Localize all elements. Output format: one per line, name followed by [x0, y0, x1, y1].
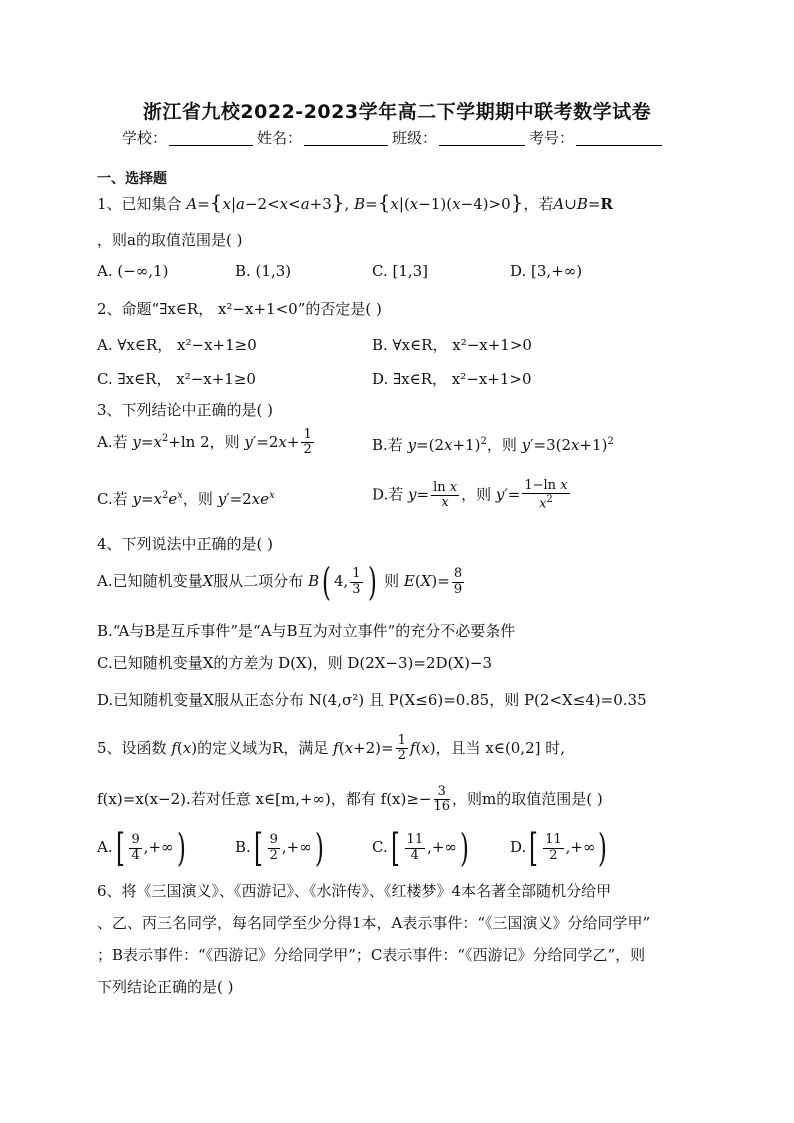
- page-title: 浙江省九校2022-2023学年高二下学期期中联考数学试卷: [142, 101, 652, 123]
- q5-option-a: A.[ $\frac{9}{4}$ ,+∞): [97, 826, 186, 870]
- school-label: 学校：: [122, 129, 168, 147]
- q1-option-b: B. (1,3): [235, 262, 292, 280]
- id-blank[interactable]: [576, 129, 662, 146]
- class-blank[interactable]: [439, 129, 525, 146]
- class-label: 班级：: [392, 129, 438, 147]
- q5-option-c: C.[ $\frac{11}{4}$ ,+∞): [372, 826, 469, 870]
- student-info-line: [122, 127, 666, 148]
- question-3: 3、下列结论中正确的是( ): [97, 401, 274, 419]
- q1-option-a: A. (−∞,1): [97, 262, 169, 280]
- q2-option-a: A. ∀x∈R， x²−x+1≥0: [97, 336, 257, 354]
- question-5: 5、设函数 f(x)的定义域为R，满足 f(x+2)= $\frac{1}{2}$ f(x)，且当 x∈(0,2] 时,: [97, 733, 566, 764]
- question-1-cont: ，则a的取值范围是( ): [97, 231, 243, 249]
- q3-option-c: C.若 $y=x^2e^x$，则 $y'=2xe^x$: [97, 490, 275, 508]
- question-6-line-3: ；B表示事件：“《西游记》分给同学甲”；C表示事件：“《西游记》分给同学乙”，则: [97, 946, 646, 964]
- question-6-line-4: 下列结论正确的是( ): [97, 978, 234, 996]
- q3-option-b: B.若 $y=(2x+1)^2$，则 $y'=3(2x+1)^2$: [372, 436, 614, 454]
- question-5-cont: f(x)=x(x−2).若对任意 x∈[m,+∞)，都有 f(x)≥− $\frac{3}{16}$ ，则m的取值范围是( ): [97, 784, 603, 815]
- school-blank[interactable]: [169, 129, 253, 146]
- name-blank[interactable]: [304, 129, 388, 146]
- question-4: 4、下列说法中正确的是( ): [97, 535, 274, 553]
- q2-option-b: B. ∀x∈R， x²−x+1>0: [372, 336, 532, 354]
- q3-option-a: A.若 $y=x^2+\ln$ 2，则 y′=2x+ $\frac{1}{2}$: [97, 427, 312, 458]
- q4-option-a: A.已知随机变量X服从二项分布 B( 4, $\frac{1}{3}$ ) 则 E(X)= $\frac{8}{9}$: [97, 560, 463, 604]
- q1-option-c: C. [1,3]: [372, 262, 429, 280]
- q2-option-d: D. ∃x∈R， x²−x+1>0: [372, 370, 532, 388]
- section-heading: 一、选择题: [97, 171, 167, 187]
- name-label: 姓名：: [257, 129, 303, 147]
- q1-option-d: D. [3,+∞): [510, 262, 583, 280]
- q4-option-b: B.“A与B是互斥事件”是“A与B互为对立事件”的充分不必要条件: [97, 622, 516, 640]
- q5-option-b: B.[ $\frac{9}{2}$ ,+∞): [235, 826, 324, 870]
- q3-option-d: D.若 y= $\frac{\text{ln x}}{x}$ ，则 y′= $\frac{\text{1−ln x}}{x^2}$: [372, 478, 568, 512]
- q5-option-d: D.[ $\frac{11}{2}$ ,+∞): [510, 826, 608, 870]
- question-6-line-1: 6、将《三国演义》、《西游记》、《水浒传》、《红楼梦》4本名著全部随机分给甲: [97, 882, 612, 900]
- q4-option-d: D.已知随机变量X服从正态分布 N(4,σ²) 且 P(X≤6)=0.85，则 P(2<X≤4)=0.35: [97, 691, 647, 709]
- question-1: 1、已知集合 A={x|a−2<x<a+3}, B={x|(x−1)(x−4)>0}，若A∪B=R: [97, 190, 613, 214]
- question-6-line-2: 、乙、丙三名同学，每名同学至少分得1本，A表示事件：“《三国演义》分给同学甲”: [97, 914, 651, 932]
- q4-option-c: C.已知随机变量X的方差为 D(X)，则 D(2X−3)=2D(X)−3: [97, 654, 493, 672]
- question-2: 2、命题“∃x∈R， x²−x+1<0”的否定是( ): [97, 300, 382, 318]
- id-label: 考号：: [529, 129, 575, 147]
- q2-option-c: C. ∃x∈R， x²−x+1≥0: [97, 370, 256, 388]
